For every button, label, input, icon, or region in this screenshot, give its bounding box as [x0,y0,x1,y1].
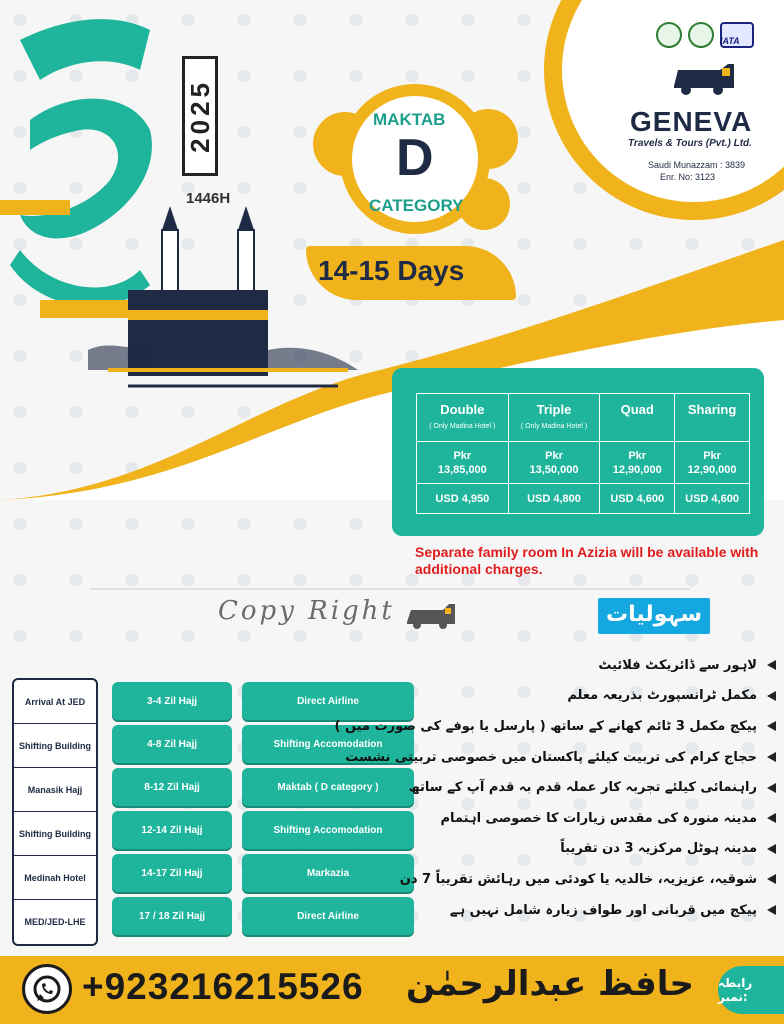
arrow-left-icon [767,874,776,884]
itinerary-stage: MED/JED-LHE [24,917,86,927]
copyright-text: Copy Right [218,596,395,626]
itinerary-stage-list [12,678,98,946]
package-duration: 14-15 Days [318,255,465,286]
facility-item: مکمل ٹرانسپورٹ بذریعہ معلم [420,681,776,712]
arrow-left-icon [767,660,776,670]
price-usd-triple: USD 4,800 [508,484,600,514]
itinerary-stage: Arrival At JED [14,680,96,724]
section-divider [90,588,690,590]
facilities-header: سہولیات [598,598,710,634]
itinerary-stage: Shifting Building [14,724,96,768]
facility-item: مدینہ ہوٹل مرکزیہ 3 دن تقریباً [420,834,776,865]
hijri-year: 1446H [186,190,231,207]
whatsapp-icon[interactable] [22,964,72,1014]
itinerary-dates: 12-14 Zil Hajj [112,811,232,849]
price-header-quad: Quad [600,394,675,442]
contact-name: حافظ عبدالرحمٰن [406,964,694,1004]
year-box [182,56,218,176]
arrow-left-icon [767,905,776,915]
price-header-sharing: Sharing [675,394,750,442]
facility-item: لاہور سے ڈائریکٹ فلائیٹ [420,650,776,681]
price-pkr-double: Pkr 13,85,000 [417,442,509,484]
itinerary-dates: 17 / 18 Zil Hajj [112,897,232,935]
price-header-triple: Triple ( Only Madina Hotel ) [508,394,600,442]
hajj-year: 2025 [184,79,215,153]
maktab-label: MAKTAB [373,110,446,129]
price-usd-quad: USD 4,600 [600,484,675,514]
itinerary-stage: Manasik Hajj [14,768,96,812]
itinerary-dates-column [112,682,232,940]
price-usd-double: USD 4,950 [417,484,509,514]
itinerary-detail: Shifting Accomodation [242,811,414,849]
price-table [416,393,750,514]
facility-item: راہنمائی کیلئے تجربہ کار عملہ قدم بہ قدم آپ کے ساتھ [420,772,776,803]
certification-badge-icon [688,22,714,48]
facility-item: حجاج کرام کی تربیت کیلئے پاکستان میں خصوصی تربیتی نشست [420,742,776,773]
itinerary-dates: 14-17 Zil Hajj [112,854,232,892]
arrow-left-icon [767,844,776,854]
itinerary-dates: 3-4 Zil Hajj [112,682,232,720]
company-name: GENEVA [630,106,753,137]
contact-tag: رابطہ نمبر: [718,966,784,1014]
itinerary-dates: 8-12 Zil Hajj [112,768,232,806]
price-usd-sharing: USD 4,600 [675,484,750,514]
family-room-note: Separate family room In Azizia will be available with additional charges. [415,544,759,577]
arrow-left-icon [767,691,776,701]
price-pkr-triple: Pkr 13,50,000 [508,442,600,484]
facility-item: پیکج میں قربانی اور طواف زیارہ شامل نہیں ہے [420,895,776,926]
saudi-registration: Saudi Munazzam : 3839 [648,160,746,170]
company-subtitle: Travels & Tours (Pvt.) Ltd. [628,138,752,149]
price-pkr-quad: Pkr 12,90,000 [600,442,675,484]
arrow-left-icon [767,783,776,793]
enr-registration: Enr. No: 3123 [660,172,716,182]
certification-badge-icon [656,22,682,48]
arrow-left-icon [767,752,776,762]
itinerary-detail: Direct Airline [242,682,414,720]
facility-item: مدینہ منورہ کی مقدس زیارات کا خصوصی اہتمام [420,803,776,834]
arrow-left-icon [767,813,776,823]
iata-label: IATA [720,36,740,46]
bus-icon [405,600,457,630]
itinerary-detail: Shifting Accomodation [242,725,414,763]
phone-number[interactable]: +923216215526 [82,966,364,1007]
facility-item: پیکج مکمل 3 ٹائم کھانے کے ساتھ ( پارسل یا بوفے کی صورت میں ) [420,711,776,742]
category-label: CATEGORY [369,196,464,215]
facilities-list [334,650,776,925]
itinerary-stage: Medinah Hotel [14,856,96,900]
price-pkr-sharing: Pkr 12,90,000 [675,442,750,484]
maktab-category-letter: D [396,129,434,187]
price-header-double: Double ( Only Madina Hotel ) [417,394,509,442]
bus-icon [668,58,740,98]
itinerary-dates: 4-8 Zil Hajj [112,725,232,763]
itinerary-detail: Maktab ( D category ) [242,768,414,806]
arrow-left-icon [767,721,776,731]
facility-item: شوقیہ، عزیزیہ، خالدیہ یا کودئی میں رہائش تقریباً 7 دن [420,864,776,895]
itinerary-stage: Shifting Building [14,812,96,856]
itinerary-detail: Markazia [242,854,414,892]
itinerary-detail: Direct Airline [242,897,414,935]
